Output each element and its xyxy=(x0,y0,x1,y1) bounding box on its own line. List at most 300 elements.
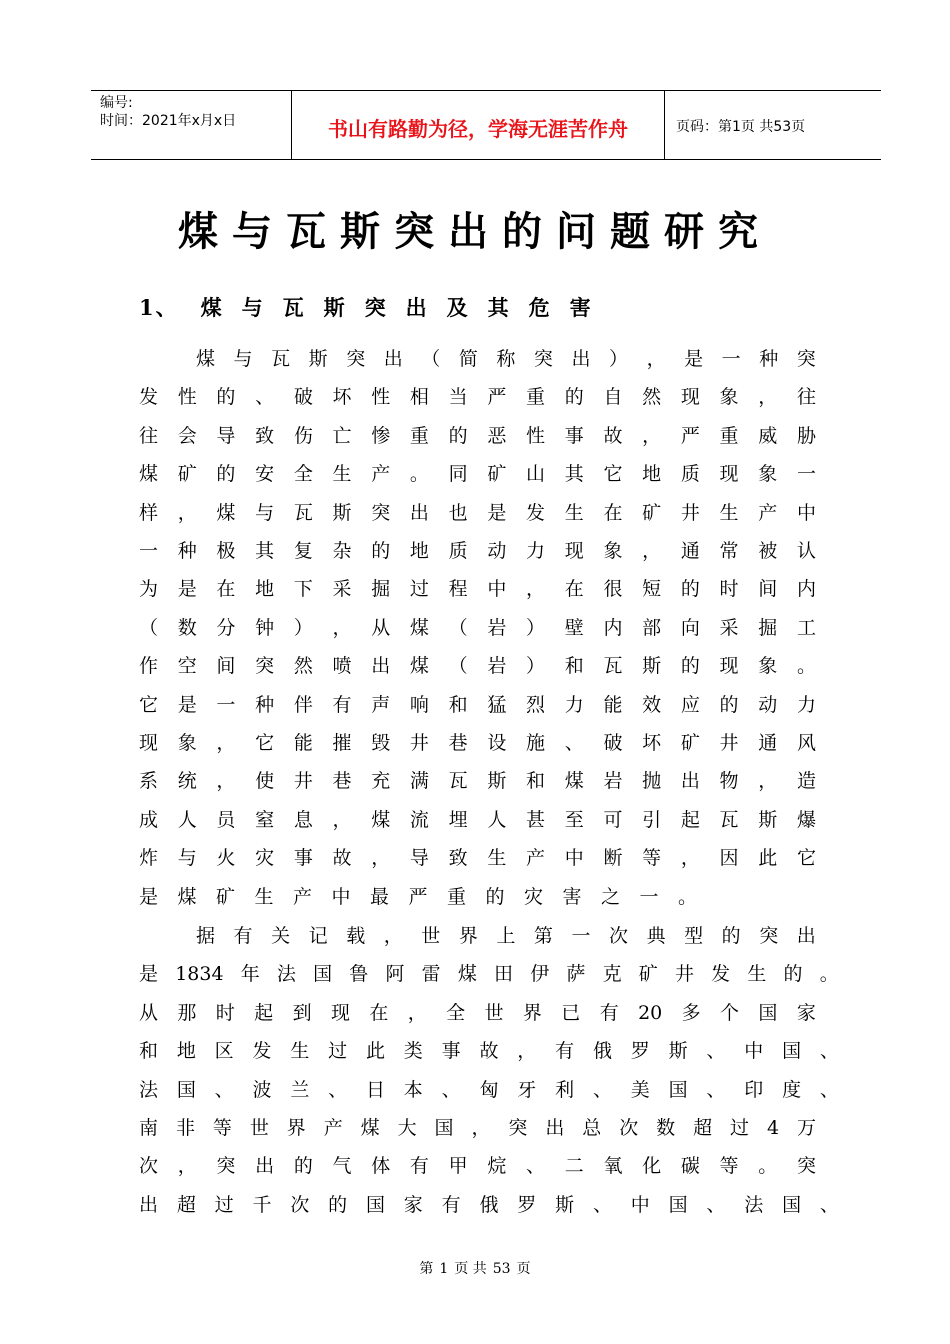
glyph: 类 xyxy=(403,1040,423,1063)
glyph: 非 xyxy=(175,1117,195,1139)
glyph: 向 xyxy=(680,616,700,639)
glyph: 过 xyxy=(730,1117,750,1139)
glyph: 的 xyxy=(680,578,700,601)
glyph: 罗 xyxy=(517,1193,537,1216)
glyph: 设 xyxy=(487,732,507,754)
glyph: 认 xyxy=(796,540,816,562)
glyph: 起 xyxy=(254,1001,274,1024)
glyph: 地 xyxy=(176,1040,196,1063)
glyph: 在 xyxy=(369,1001,389,1024)
footer-suffix: 页 xyxy=(516,1261,531,1277)
glyph: 导 xyxy=(216,424,236,447)
glyph: 可 xyxy=(603,808,623,831)
glyph: 鲁 xyxy=(349,963,369,986)
glyph: 有 xyxy=(441,1193,461,1216)
glyph: 与 xyxy=(177,847,197,870)
glyph: 气 xyxy=(332,1155,352,1178)
glyph: 性 xyxy=(526,424,546,447)
section-heading-text: 煤与瓦斯突出及其危害 xyxy=(200,295,611,320)
glyph: 通 xyxy=(758,732,778,754)
glyph: 坏 xyxy=(642,732,662,754)
glyph: 炸 xyxy=(139,847,159,870)
glyph: 它 xyxy=(139,693,159,716)
glyph: 性 xyxy=(371,386,391,409)
glyph: 斯 xyxy=(642,655,662,678)
glyph: 故 xyxy=(479,1040,499,1063)
glyph: 空 xyxy=(177,655,197,678)
glyph: 现 xyxy=(330,1001,350,1024)
glyph: 充 xyxy=(371,770,391,793)
glyph: 法 xyxy=(276,963,296,986)
glyph: ， xyxy=(332,616,352,639)
glyph: 它 xyxy=(796,847,816,870)
glyph: 出 xyxy=(545,1117,565,1139)
section-heading xyxy=(139,292,611,322)
glyph: 时 xyxy=(719,578,739,601)
glyph: 相 xyxy=(409,386,429,409)
glyph: 国 xyxy=(782,1040,802,1063)
glyph: 关 xyxy=(271,925,291,947)
glyph: 物 xyxy=(719,770,739,793)
glyph: 型 xyxy=(684,925,704,947)
glyph: 发 xyxy=(711,963,731,986)
glyph: 法 xyxy=(744,1193,764,1216)
glyph: 效 xyxy=(642,693,662,716)
glyph: 员 xyxy=(216,808,236,831)
glyph: 突 xyxy=(759,925,779,947)
glyph: 的 xyxy=(719,693,739,716)
glyph: 简 xyxy=(458,348,478,370)
text-line xyxy=(139,801,816,839)
glyph: 中 xyxy=(630,1193,650,1216)
glyph: 破 xyxy=(293,386,313,409)
glyph: 突 xyxy=(508,1117,528,1139)
glyph: 内 xyxy=(796,578,816,601)
glyph: 人 xyxy=(487,808,507,831)
text-line xyxy=(139,762,816,800)
glyph: 田 xyxy=(494,963,514,986)
glyph: 产 xyxy=(371,463,391,486)
glyph: 地 xyxy=(642,463,662,486)
glyph: 数 xyxy=(177,616,197,639)
glyph: 、 xyxy=(592,1193,612,1216)
glyph: 地 xyxy=(255,578,275,601)
glyph: 壁 xyxy=(564,616,584,639)
glyph: 有 xyxy=(233,925,253,947)
glyph: 流 xyxy=(409,808,429,831)
glyph: 爆 xyxy=(796,808,816,831)
glyph: 时 xyxy=(215,1001,235,1024)
glyph: 和 xyxy=(526,770,546,793)
glyph: 印 xyxy=(744,1078,764,1101)
glyph: 胁 xyxy=(796,424,816,447)
glyph: 出 xyxy=(571,348,591,370)
glyph: 日 xyxy=(365,1078,385,1101)
glyph: 的 xyxy=(328,1193,348,1216)
glyph: 此 xyxy=(365,1040,385,1063)
glyph: 出 xyxy=(255,1155,275,1178)
glyph: 国 xyxy=(758,1001,778,1024)
glyph: 次 xyxy=(290,1193,310,1216)
glyph: 应 xyxy=(680,693,700,716)
document-header-table xyxy=(91,90,881,160)
glyph: 恶 xyxy=(487,424,507,447)
glyph: ， xyxy=(177,1155,197,1178)
glyph: 国 xyxy=(365,1193,385,1216)
glyph: 至 xyxy=(564,808,584,831)
glyph: 个 xyxy=(720,1001,740,1024)
glyph: 伤 xyxy=(293,424,313,447)
number-label: 编号: xyxy=(100,95,133,111)
glyph: 牙 xyxy=(517,1078,537,1101)
glyph: ， xyxy=(517,1040,537,1063)
glyph: ， xyxy=(680,847,700,870)
glyph: 它 xyxy=(603,463,623,486)
glyph: 界 xyxy=(522,1001,542,1024)
glyph: 风 xyxy=(796,732,816,754)
glyph: 斯 xyxy=(555,1193,575,1216)
glyph: 度 xyxy=(782,1078,802,1101)
glyph: 、 xyxy=(706,1193,726,1216)
glyph: 生 xyxy=(487,847,507,870)
glyph: 1834 xyxy=(175,963,224,986)
glyph: 产 xyxy=(758,501,778,524)
glyph: 萨 xyxy=(566,963,586,986)
glyph: 当 xyxy=(448,386,468,409)
glyph: 中 xyxy=(796,501,816,524)
glyph: 重 xyxy=(526,386,546,409)
glyph: 称 xyxy=(496,348,516,370)
text-line xyxy=(139,1109,816,1147)
glyph: 为 xyxy=(139,578,159,601)
glyph: 年 xyxy=(240,963,260,986)
glyph: 次 xyxy=(609,925,629,947)
glyph: ， xyxy=(177,501,197,524)
glyph: 超 xyxy=(693,1117,713,1139)
glyph: 一 xyxy=(796,463,816,486)
glyph: 象 xyxy=(177,732,197,754)
glyph: 煤 xyxy=(360,1117,380,1139)
glyph: 典 xyxy=(646,925,666,947)
glyph: ） xyxy=(526,616,546,639)
glyph: 家 xyxy=(796,1001,816,1024)
text-line xyxy=(139,1071,839,1109)
glyph: 、 xyxy=(441,1078,461,1101)
glyph: ， xyxy=(371,847,391,870)
glyph: 俄 xyxy=(592,1040,612,1063)
glyph: 伴 xyxy=(293,693,313,716)
glyph: 重 xyxy=(409,424,429,447)
glyph: 等 xyxy=(719,1155,739,1178)
glyph: 国 xyxy=(668,1078,688,1101)
glyph: 是 xyxy=(684,348,704,370)
glyph: （ xyxy=(448,616,468,639)
glyph: 过 xyxy=(409,578,429,601)
glyph: 地 xyxy=(409,540,429,562)
glyph: （ xyxy=(139,616,159,639)
text-line xyxy=(139,647,816,685)
glyph: 、 xyxy=(328,1078,348,1101)
glyph: 息 xyxy=(293,808,313,831)
glyph: 突 xyxy=(255,655,275,678)
glyph: 出 xyxy=(409,501,429,524)
glyph: 生 xyxy=(719,501,739,524)
glyph: 从 xyxy=(371,616,391,639)
glyph: 火 xyxy=(216,847,236,870)
glyph: 统 xyxy=(177,770,197,793)
text-line xyxy=(139,455,816,493)
glyph: 现 xyxy=(139,732,159,754)
glyph: 产 xyxy=(526,847,546,870)
glyph: 等 xyxy=(642,847,662,870)
text-line xyxy=(139,378,816,416)
glyph: ， xyxy=(471,1117,491,1139)
glyph: 有 xyxy=(599,1001,619,1024)
glyph: 矿 xyxy=(638,963,658,986)
text-line xyxy=(139,686,816,724)
glyph: 产 xyxy=(323,1117,343,1139)
glyph: 质 xyxy=(448,540,468,562)
glyph: 瓦 xyxy=(603,655,623,678)
glyph: 到 xyxy=(292,1001,312,1024)
glyph: 是 xyxy=(487,501,507,524)
text-line: 是煤矿生产中最严重的灾害之一。 xyxy=(139,885,717,908)
glyph: 烈 xyxy=(526,693,546,716)
glyph: 杂 xyxy=(332,540,352,562)
glyph: 生 xyxy=(290,1040,310,1063)
glyph: 岩 xyxy=(487,655,507,678)
glyph: 发 xyxy=(139,386,159,409)
glyph: 国 xyxy=(434,1117,454,1139)
glyph: 断 xyxy=(603,847,623,870)
glyph: 是 xyxy=(177,693,197,716)
glyph: 一 xyxy=(571,925,591,947)
glyph: 记 xyxy=(308,925,328,947)
glyph: 使 xyxy=(255,770,275,793)
glyph: 短 xyxy=(642,578,662,601)
glyph: 种 xyxy=(255,693,275,716)
text-line xyxy=(139,955,839,993)
glyph: 此 xyxy=(758,847,778,870)
glyph: 生 xyxy=(747,963,767,986)
glyph: 致 xyxy=(448,847,468,870)
section-number: 1、 xyxy=(139,295,179,320)
glyph: 力 xyxy=(526,540,546,562)
glyph: 性 xyxy=(177,386,197,409)
glyph: 有 xyxy=(332,693,352,716)
text-line xyxy=(139,839,816,877)
glyph: 毁 xyxy=(371,732,391,754)
glyph: 声 xyxy=(371,693,391,716)
glyph: 氧 xyxy=(603,1155,623,1178)
glyph: 自 xyxy=(603,386,623,409)
glyph: 波 xyxy=(252,1078,272,1101)
glyph: ， xyxy=(642,540,662,562)
header-right-cell xyxy=(665,91,881,159)
text-line xyxy=(139,609,816,647)
glyph: 与 xyxy=(255,501,275,524)
glyph: 的 xyxy=(293,1155,313,1178)
glyph: 、 xyxy=(706,1078,726,1101)
glyph: 伊 xyxy=(530,963,550,986)
glyph: 发 xyxy=(526,501,546,524)
glyph: 是 xyxy=(139,963,159,986)
glyph: 坏 xyxy=(332,386,352,409)
glyph: ， xyxy=(407,1001,427,1024)
glyph: 响 xyxy=(409,693,429,716)
glyph: 突 xyxy=(346,348,366,370)
glyph: 井 xyxy=(719,732,739,754)
glyph: 、 xyxy=(706,1040,726,1063)
glyph: 瓦 xyxy=(448,770,468,793)
glyph: 。 xyxy=(796,655,816,678)
glyph: 矿 xyxy=(177,463,197,486)
glyph: 钟 xyxy=(255,616,275,639)
glyph: 碳 xyxy=(680,1155,700,1178)
glyph: 岩 xyxy=(487,616,507,639)
glyph: 克 xyxy=(602,963,622,986)
glyph: 岩 xyxy=(603,770,623,793)
glyph: 采 xyxy=(719,616,739,639)
glyph: 灾 xyxy=(255,847,275,870)
glyph: 突 xyxy=(371,501,391,524)
glyph: 然 xyxy=(293,655,313,678)
text-line xyxy=(196,340,816,378)
glyph: 矿 xyxy=(642,501,662,524)
glyph: 突 xyxy=(796,348,816,370)
glyph: 同 xyxy=(448,463,468,486)
glyph: 巷 xyxy=(332,770,352,793)
glyph: 煤 xyxy=(457,963,477,986)
glyph: 和 xyxy=(139,1040,159,1063)
glyph: 体 xyxy=(371,1155,391,1178)
glyph: 会 xyxy=(177,424,197,447)
glyph: 严 xyxy=(680,424,700,447)
glyph: 力 xyxy=(796,693,816,716)
glyph: 作 xyxy=(139,655,159,678)
glyph: 突 xyxy=(216,1155,236,1178)
glyph: 间 xyxy=(216,655,236,678)
glyph: ， xyxy=(383,925,403,947)
text-line xyxy=(139,724,816,762)
glyph: 在 xyxy=(603,501,623,524)
glyph: ， xyxy=(216,770,236,793)
glyph: 突 xyxy=(796,1155,816,1178)
glyph: 现 xyxy=(680,386,700,409)
glyph: 载 xyxy=(346,925,366,947)
glyph: 抛 xyxy=(642,770,662,793)
glyph: 次 xyxy=(619,1117,639,1139)
glyph: ） xyxy=(293,616,313,639)
glyph: 中 xyxy=(487,578,507,601)
glyph: ， xyxy=(758,770,778,793)
glyph: 事 xyxy=(441,1040,461,1063)
glyph: 发 xyxy=(252,1040,272,1063)
glyph: 煤 xyxy=(139,463,159,486)
glyph: 能 xyxy=(603,693,623,716)
glyph: 能 xyxy=(293,732,313,754)
glyph: 中 xyxy=(564,847,584,870)
glyph: 象 xyxy=(758,463,778,486)
glyph: 它 xyxy=(255,732,275,754)
glyph: 化 xyxy=(642,1155,662,1178)
glyph: 有 xyxy=(409,1155,429,1178)
glyph: 南 xyxy=(139,1117,159,1139)
glyph: 烷 xyxy=(487,1155,507,1178)
glyph: 的 xyxy=(216,463,236,486)
glyph: 的 xyxy=(680,655,700,678)
glyph: 国 xyxy=(668,1193,688,1216)
text-line xyxy=(139,1147,816,1185)
glyph: 生 xyxy=(564,501,584,524)
glyph: 、 xyxy=(819,1078,839,1101)
text-line xyxy=(139,532,816,570)
glyph: 雷 xyxy=(421,963,441,986)
glyph: 国 xyxy=(782,1193,802,1216)
header-middle-cell xyxy=(292,91,665,159)
glyph: 的 xyxy=(371,540,391,562)
glyph: 采 xyxy=(332,578,352,601)
glyph: 斯 xyxy=(332,501,352,524)
glyph: 喷 xyxy=(332,655,352,678)
glyph: 安 xyxy=(255,463,275,486)
glyph: （ xyxy=(448,655,468,678)
glyph: 超 xyxy=(176,1193,196,1216)
text-line xyxy=(139,1186,839,1224)
glyph: ， xyxy=(526,578,546,601)
glyph: 斯 xyxy=(487,770,507,793)
glyph: 分 xyxy=(216,616,236,639)
glyph: 一 xyxy=(216,693,236,716)
glyph: 其 xyxy=(564,463,584,486)
text-line xyxy=(196,917,816,955)
glyph: 象 xyxy=(603,540,623,562)
glyph: 据 xyxy=(196,925,216,947)
glyph: 煤 xyxy=(216,501,236,524)
glyph: 世 xyxy=(249,1117,269,1139)
glyph: 象 xyxy=(758,655,778,678)
glyph: 施 xyxy=(526,732,546,754)
glyph: 摧 xyxy=(332,732,352,754)
glyph: 威 xyxy=(758,424,778,447)
glyph: 和 xyxy=(448,693,468,716)
glyph: 、 xyxy=(819,1193,839,1216)
glyph: 一 xyxy=(139,540,159,562)
glyph: 家 xyxy=(403,1193,423,1216)
glyph: 。 xyxy=(758,1155,778,1178)
page-footer xyxy=(0,1258,950,1278)
glyph: 故 xyxy=(332,847,352,870)
glyph: 多 xyxy=(681,1001,701,1024)
glyph: 出 xyxy=(371,655,391,678)
glyph: 极 xyxy=(216,540,236,562)
glyph: 。 xyxy=(409,463,429,486)
glyph: 煤 xyxy=(196,348,216,370)
glyph: 起 xyxy=(680,808,700,831)
glyph: 4 xyxy=(766,1117,780,1139)
glyph: 严 xyxy=(487,386,507,409)
glyph: 样 xyxy=(139,501,159,524)
glyph: 程 xyxy=(448,578,468,601)
glyph: 巷 xyxy=(448,732,468,754)
glyph: 矿 xyxy=(487,463,507,486)
glyph: 煤 xyxy=(409,655,429,678)
glyph: 掘 xyxy=(371,578,391,601)
text-line xyxy=(139,1032,839,1070)
glyph: ， xyxy=(758,386,778,409)
glyph: 现 xyxy=(719,655,739,678)
footer-page-number: 1 xyxy=(439,1261,449,1277)
